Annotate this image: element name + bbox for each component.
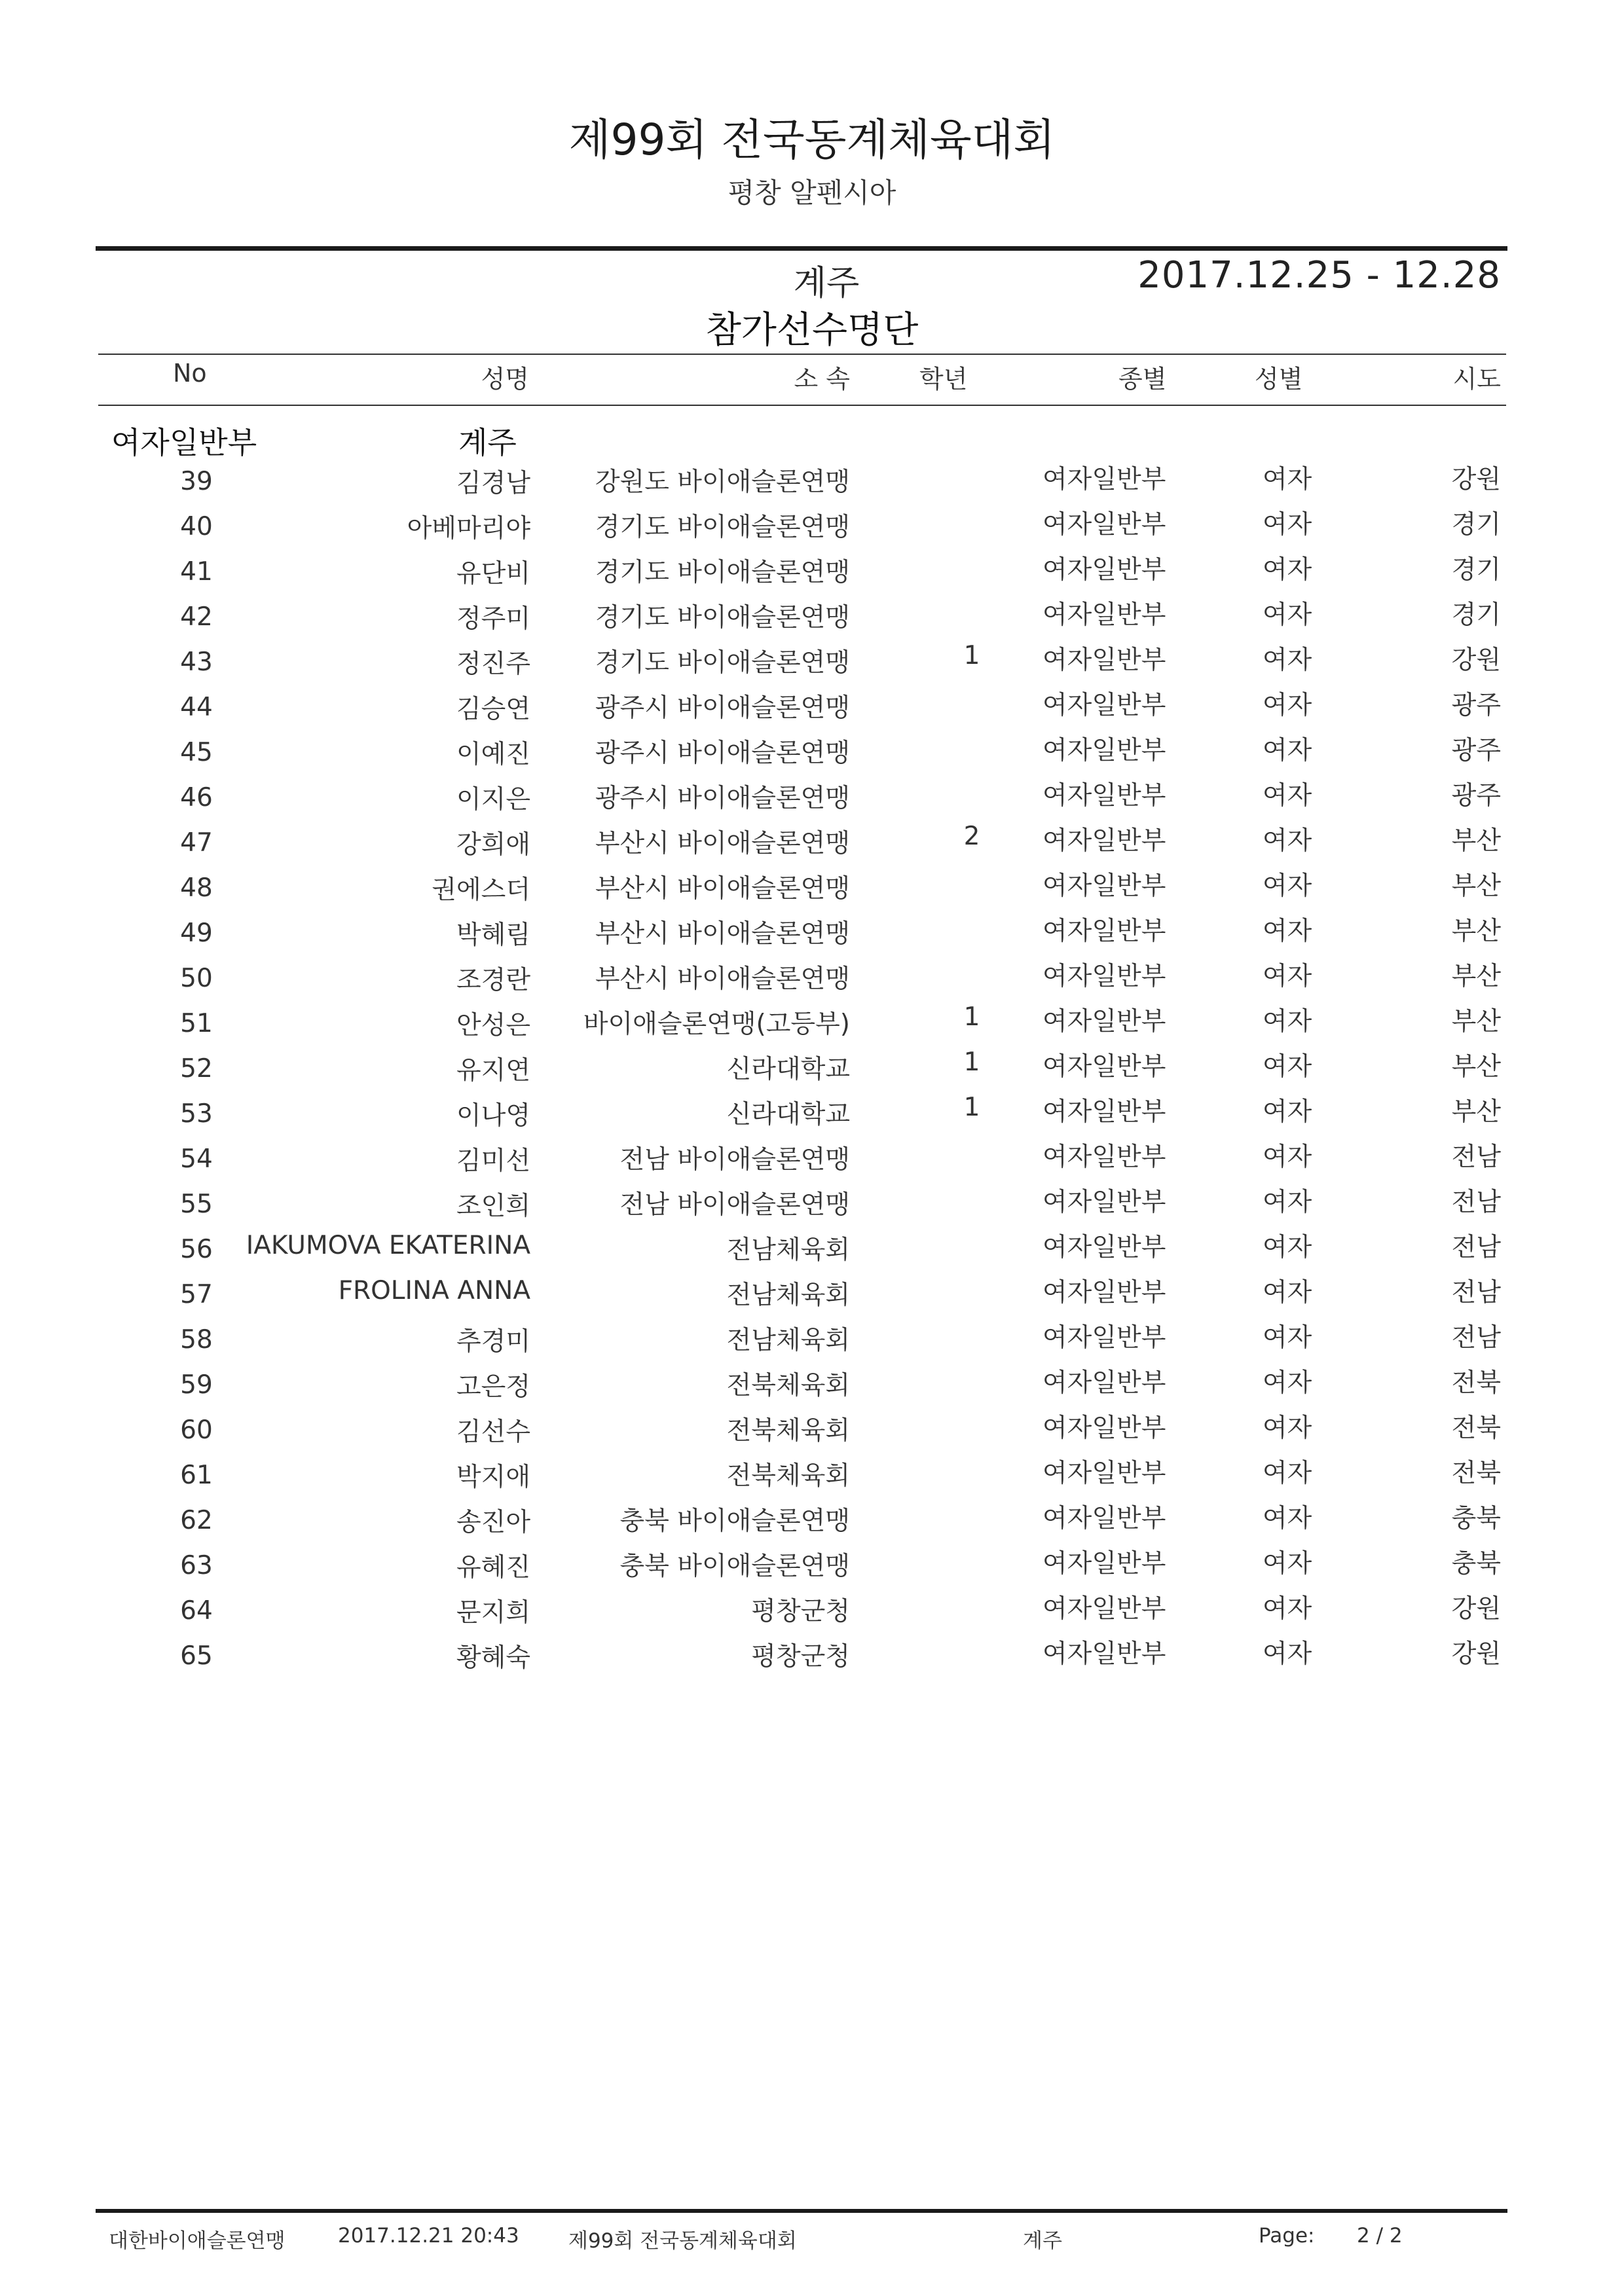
entry-no: 63: [180, 1551, 213, 1580]
entry-affiliation: 부산시 바이애슬론연맹: [595, 964, 850, 994]
entry-gender: 여자: [1263, 1142, 1312, 1172]
venue: 평창 알펜시아: [728, 177, 896, 209]
entry-affiliation: 부산시 바이애슬론연맹: [595, 919, 850, 949]
entry-gender: 여자: [1263, 1549, 1312, 1578]
entry-name: 박혜림: [456, 920, 530, 950]
entry-category: 여자일반부: [1043, 600, 1166, 630]
entry-gender: 여자: [1263, 465, 1312, 494]
entry-name: 고은정: [456, 1372, 530, 1402]
entry-no: 54: [180, 1144, 213, 1174]
entry-affiliation: 신라대학교: [726, 1100, 850, 1129]
entry-name: 이지은: [456, 785, 530, 814]
entry-affiliation: 전북체육회: [726, 1416, 850, 1446]
entry-region: 전북: [1451, 1459, 1501, 1488]
entry-region: 전남: [1451, 1233, 1501, 1262]
entry-category: 여자일반부: [1043, 1188, 1166, 1217]
entry-name: 황혜숙: [456, 1643, 530, 1673]
entry-affiliation-cell: [575, 911, 850, 950]
column-affiliation: 소 속: [794, 365, 850, 393]
entry-name: 송진아: [456, 1508, 530, 1537]
entry-category: 여자일반부: [1043, 1233, 1166, 1262]
entry-category: 여자일반부: [1043, 465, 1166, 494]
entry-category: 여자일반부: [1043, 1052, 1166, 1082]
entry-region: 전남: [1451, 1142, 1501, 1172]
entry-row: [0, 1091, 1624, 1137]
entry-row: [0, 594, 1624, 640]
entry-category: 여자일반부: [1043, 1413, 1166, 1443]
entry-region: 부산: [1451, 1052, 1501, 1082]
entry-affiliation-cell: [575, 1182, 850, 1221]
entry-affiliation: 전북체육회: [726, 1371, 850, 1400]
entry-name: 김승연: [456, 695, 530, 724]
entry-affiliation: 충북 바이애슬론연맹: [619, 1552, 850, 1581]
entry-category: 여자일반부: [1043, 781, 1166, 811]
entry-gender: 여자: [1263, 871, 1312, 901]
entry-row: [0, 1498, 1624, 1543]
entry-category: 여자일반부: [1043, 962, 1166, 991]
footer-page-label: Page:: [1259, 2224, 1315, 2248]
entry-category: 여자일반부: [1043, 826, 1166, 856]
group-division: 여자일반부: [111, 425, 257, 460]
entry-row: [0, 775, 1624, 820]
entry-row: [0, 956, 1624, 1001]
entry-region: 부산: [1451, 1097, 1501, 1127]
event-dates: 2017.12.25 - 12.28: [1137, 254, 1501, 297]
entry-row: [0, 459, 1624, 504]
entry-affiliation: 신라대학교: [726, 1055, 850, 1084]
entry-no: 43: [180, 647, 213, 677]
entry-region: 부산: [1451, 962, 1501, 991]
entry-affiliation: 전남 바이애슬론연맹: [619, 1145, 850, 1175]
entry-no: 41: [180, 557, 213, 587]
entry-affiliation-cell: [575, 1137, 850, 1176]
entry-gender: 여자: [1263, 917, 1312, 946]
entry-affiliation-cell: [575, 1633, 850, 1673]
entry-region: 전북: [1451, 1368, 1501, 1398]
entry-name: 유지연: [456, 1056, 530, 1085]
entry-row: [0, 866, 1624, 911]
entry-affiliation-cell: [575, 775, 850, 814]
entry-gender: 여자: [1263, 1323, 1312, 1353]
list-title: 참가선수명단: [705, 309, 919, 352]
entry-region: 강원: [1451, 1639, 1501, 1669]
entry-no: 42: [180, 602, 213, 632]
entry-affiliation: 광주시 바이애슬론연맹: [595, 738, 850, 768]
entry-affiliation: 평창군청: [751, 1642, 850, 1671]
entry-no: 62: [180, 1506, 213, 1535]
entry-affiliation: 평창군청: [751, 1597, 850, 1626]
entry-region: 전북: [1451, 1413, 1501, 1443]
entry-name: 문지희: [456, 1598, 530, 1628]
entry-affiliation: 부산시 바이애슬론연맹: [595, 829, 850, 858]
entry-grade: 1: [963, 641, 980, 670]
entry-gender: 여자: [1263, 1413, 1312, 1443]
entry-name: 정진주: [456, 649, 530, 679]
entry-row: [0, 1633, 1624, 1679]
entry-row: [0, 1362, 1624, 1408]
entry-row: [0, 820, 1624, 866]
entry-region: 전남: [1451, 1278, 1501, 1307]
entry-gender: 여자: [1263, 1459, 1312, 1488]
entry-category: 여자일반부: [1043, 646, 1166, 675]
entry-affiliation-cell: [575, 459, 850, 498]
entry-name: 추경미: [456, 1327, 530, 1357]
entry-no: 49: [180, 919, 213, 948]
entry-category: 여자일반부: [1043, 691, 1166, 720]
entry-gender: 여자: [1263, 736, 1312, 765]
entry-row: [0, 1408, 1624, 1453]
entry-name: 이나영: [456, 1101, 530, 1131]
entry-no: 46: [180, 783, 213, 812]
entry-region: 부산: [1451, 917, 1501, 946]
entry-no: 53: [180, 1099, 213, 1129]
entry-name: 김미선: [456, 1146, 530, 1176]
entry-region: 충북: [1451, 1504, 1501, 1533]
footer-page-number: 2 / 2: [1357, 2224, 1403, 2248]
entry-affiliation-cell: [575, 1588, 850, 1628]
entry-name: FROLINA ANNA: [338, 1276, 530, 1305]
entry-row: [0, 1137, 1624, 1182]
entry-region: 경기: [1451, 510, 1501, 539]
entry-affiliation: 경기도 바이애슬론연맹: [595, 603, 850, 632]
entry-affiliation-cell: [575, 820, 850, 860]
entry-row: [0, 1588, 1624, 1633]
entry-category: 여자일반부: [1043, 1594, 1166, 1624]
entry-gender: 여자: [1263, 510, 1312, 539]
entry-category: 여자일반부: [1043, 555, 1166, 585]
column-region: 시도: [1452, 365, 1501, 393]
entry-name: 김경남: [456, 469, 530, 498]
entry-affiliation-cell: [575, 1408, 850, 1447]
entry-affiliation-cell: [575, 1543, 850, 1582]
entry-no: 52: [180, 1054, 213, 1084]
column-gender: 성별: [1255, 365, 1303, 393]
entry-affiliation-cell: [575, 640, 850, 679]
entry-region: 강원: [1451, 1594, 1501, 1624]
entry-row: [0, 1453, 1624, 1498]
column-header-bottom-rule: [98, 405, 1506, 406]
entry-affiliation-cell: [575, 594, 850, 634]
entry-affiliation-cell: [575, 866, 850, 905]
entry-grade: 2: [963, 822, 980, 851]
entry-region: 전남: [1451, 1188, 1501, 1217]
footer-printed-at: 2017.12.21 20:43: [338, 2224, 519, 2248]
entry-region: 강원: [1451, 646, 1501, 675]
entry-category: 여자일반부: [1043, 871, 1166, 901]
entry-affiliation: 전남체육회: [726, 1326, 850, 1355]
entry-name: 조인희: [456, 1192, 530, 1221]
entry-category: 여자일반부: [1043, 1368, 1166, 1398]
entry-gender: 여자: [1263, 555, 1312, 585]
entry-gender: 여자: [1263, 1188, 1312, 1217]
entry-affiliation: 경기도 바이애슬론연맹: [595, 513, 850, 542]
entry-affiliation-cell: [575, 1001, 850, 1040]
entry-name: 강희애: [456, 830, 530, 860]
entry-no: 50: [180, 964, 213, 993]
entry-name: 조경란: [456, 966, 530, 995]
entry-category: 여자일반부: [1043, 1007, 1166, 1036]
entry-no: 48: [180, 873, 213, 903]
entry-affiliation-cell: [575, 730, 850, 769]
entry-affiliation-cell: [575, 504, 850, 543]
entry-affiliation: 전북체육회: [726, 1461, 850, 1491]
entry-gender: 여자: [1263, 781, 1312, 811]
entry-no: 55: [180, 1190, 213, 1219]
entry-affiliation: 전남체육회: [726, 1235, 850, 1265]
entry-affiliation-cell: [575, 1227, 850, 1266]
entry-region: 광주: [1451, 691, 1501, 720]
entry-region: 경기: [1451, 555, 1501, 585]
entry-category: 여자일반부: [1043, 1459, 1166, 1488]
entry-gender: 여자: [1263, 691, 1312, 720]
entry-row: [0, 549, 1624, 594]
entry-gender: 여자: [1263, 1097, 1312, 1127]
header-rule: [96, 246, 1507, 251]
column-no: No: [173, 359, 207, 388]
entry-row: [0, 685, 1624, 730]
entry-row: [0, 640, 1624, 685]
entry-grade: 1: [963, 1002, 980, 1032]
entry-region: 광주: [1451, 781, 1501, 811]
entry-no: 59: [180, 1370, 213, 1400]
entry-affiliation: 광주시 바이애슬론연맹: [595, 693, 850, 723]
entry-affiliation: 부산시 바이애슬론연맹: [595, 874, 850, 903]
entry-affiliation: 경기도 바이애슬론연맹: [595, 648, 850, 678]
entry-category: 여자일반부: [1043, 917, 1166, 946]
entry-affiliation-cell: [575, 1272, 850, 1311]
entry-name: 유단비: [456, 559, 530, 589]
entry-affiliation-cell: [575, 1091, 850, 1131]
entry-no: 51: [180, 1009, 213, 1038]
entry-name: 아베마리야: [407, 514, 530, 543]
entry-affiliation-cell: [575, 956, 850, 995]
entry-affiliation: 전남체육회: [726, 1281, 850, 1310]
footer-org: 대한바이애슬론연맹: [109, 2229, 286, 2253]
entry-name: 이예진: [456, 740, 530, 769]
footer-event-title: 제99회 전국동계체육대회: [568, 2229, 797, 2253]
entry-gender: 여자: [1263, 1594, 1312, 1624]
entry-affiliation-cell: [575, 685, 850, 724]
entry-name: 박지애: [456, 1463, 530, 1492]
entry-category: 여자일반부: [1043, 1097, 1166, 1127]
entry-region: 광주: [1451, 736, 1501, 765]
entry-region: 강원: [1451, 465, 1501, 494]
entry-category: 여자일반부: [1043, 1142, 1166, 1172]
entry-affiliation-cell: [575, 1498, 850, 1537]
footer-rule: [96, 2209, 1507, 2213]
column-name: 성명: [481, 365, 529, 393]
entry-grade: 1: [963, 1048, 980, 1077]
entry-region: 전남: [1451, 1323, 1501, 1353]
entry-region: 부산: [1451, 871, 1501, 901]
entry-category: 여자일반부: [1043, 1504, 1166, 1533]
entry-no: 58: [180, 1325, 213, 1355]
group-event: 계주: [458, 425, 517, 460]
entry-category: 여자일반부: [1043, 1549, 1166, 1578]
entry-no: 45: [180, 738, 213, 767]
entry-no: 56: [180, 1235, 213, 1264]
entry-gender: 여자: [1263, 1233, 1312, 1262]
entry-no: 61: [180, 1461, 213, 1490]
column-header-top-rule: [98, 354, 1506, 355]
entry-gender: 여자: [1263, 1639, 1312, 1669]
entry-region: 부산: [1451, 1007, 1501, 1036]
entry-no: 60: [180, 1415, 213, 1445]
entry-affiliation: 강원도 바이애슬론연맹: [595, 467, 850, 497]
entry-no: 64: [180, 1596, 213, 1626]
entry-row: [0, 1543, 1624, 1588]
entry-grade: 1: [963, 1093, 980, 1122]
entry-row: [0, 504, 1624, 549]
entry-gender: 여자: [1263, 1504, 1312, 1533]
entry-category: 여자일반부: [1043, 1278, 1166, 1307]
entry-no: 44: [180, 693, 213, 722]
entry-affiliation: 충북 바이애슬론연맹: [619, 1506, 850, 1536]
entry-category: 여자일반부: [1043, 1323, 1166, 1353]
entry-region: 충북: [1451, 1549, 1501, 1578]
footer-event: 계주: [1023, 2229, 1062, 2253]
entry-affiliation: 전남 바이애슬론연맹: [619, 1190, 850, 1220]
entry-gender: 여자: [1263, 962, 1312, 991]
column-grade: 학년: [919, 365, 968, 393]
entry-affiliation: 경기도 바이애슬론연맹: [595, 558, 850, 587]
entry-no: 57: [180, 1280, 213, 1309]
entry-row: [0, 1272, 1624, 1317]
entry-no: 65: [180, 1641, 213, 1671]
entry-affiliation-cell: [575, 1317, 850, 1357]
entry-no: 39: [180, 467, 213, 496]
entry-gender: 여자: [1263, 646, 1312, 675]
entry-name: 김선수: [456, 1417, 530, 1447]
event-name: 계주: [793, 264, 860, 303]
entry-row: [0, 1227, 1624, 1272]
entry-gender: 여자: [1263, 1368, 1312, 1398]
entry-affiliation-cell: [575, 1046, 850, 1085]
entry-gender: 여자: [1263, 600, 1312, 630]
entry-category: 여자일반부: [1043, 736, 1166, 765]
entry-row: [0, 730, 1624, 775]
entry-region: 경기: [1451, 600, 1501, 630]
entry-name: 권에스더: [432, 875, 530, 905]
entry-gender: 여자: [1263, 1007, 1312, 1036]
column-category: 종별: [1118, 365, 1167, 393]
entry-row: [0, 1182, 1624, 1227]
entry-row: [0, 1317, 1624, 1362]
entry-no: 40: [180, 512, 213, 541]
entry-category: 여자일반부: [1043, 1639, 1166, 1669]
entry-no: 47: [180, 828, 213, 858]
entry-name: IAKUMOVA EKATERINA: [246, 1231, 530, 1260]
entry-name: 유혜진: [456, 1553, 530, 1582]
entry-region: 부산: [1451, 826, 1501, 856]
entry-row: [0, 911, 1624, 956]
entry-affiliation-cell: [575, 1362, 850, 1402]
entry-affiliation: 바이애슬론연맹(고등부): [583, 1010, 850, 1039]
entry-row: [0, 1001, 1624, 1046]
entry-affiliation-cell: [575, 549, 850, 589]
entry-gender: 여자: [1263, 1052, 1312, 1082]
document-title: 제99회 전국동계체육대회: [568, 115, 1056, 165]
entry-name: 안성은: [456, 1011, 530, 1040]
entry-gender: 여자: [1263, 1278, 1312, 1307]
entry-gender: 여자: [1263, 826, 1312, 856]
entry-name: 정주미: [456, 604, 530, 634]
entry-affiliation-cell: [575, 1453, 850, 1492]
entry-affiliation: 광주시 바이애슬론연맹: [595, 784, 850, 813]
entry-category: 여자일반부: [1043, 510, 1166, 539]
entry-row: [0, 1046, 1624, 1091]
